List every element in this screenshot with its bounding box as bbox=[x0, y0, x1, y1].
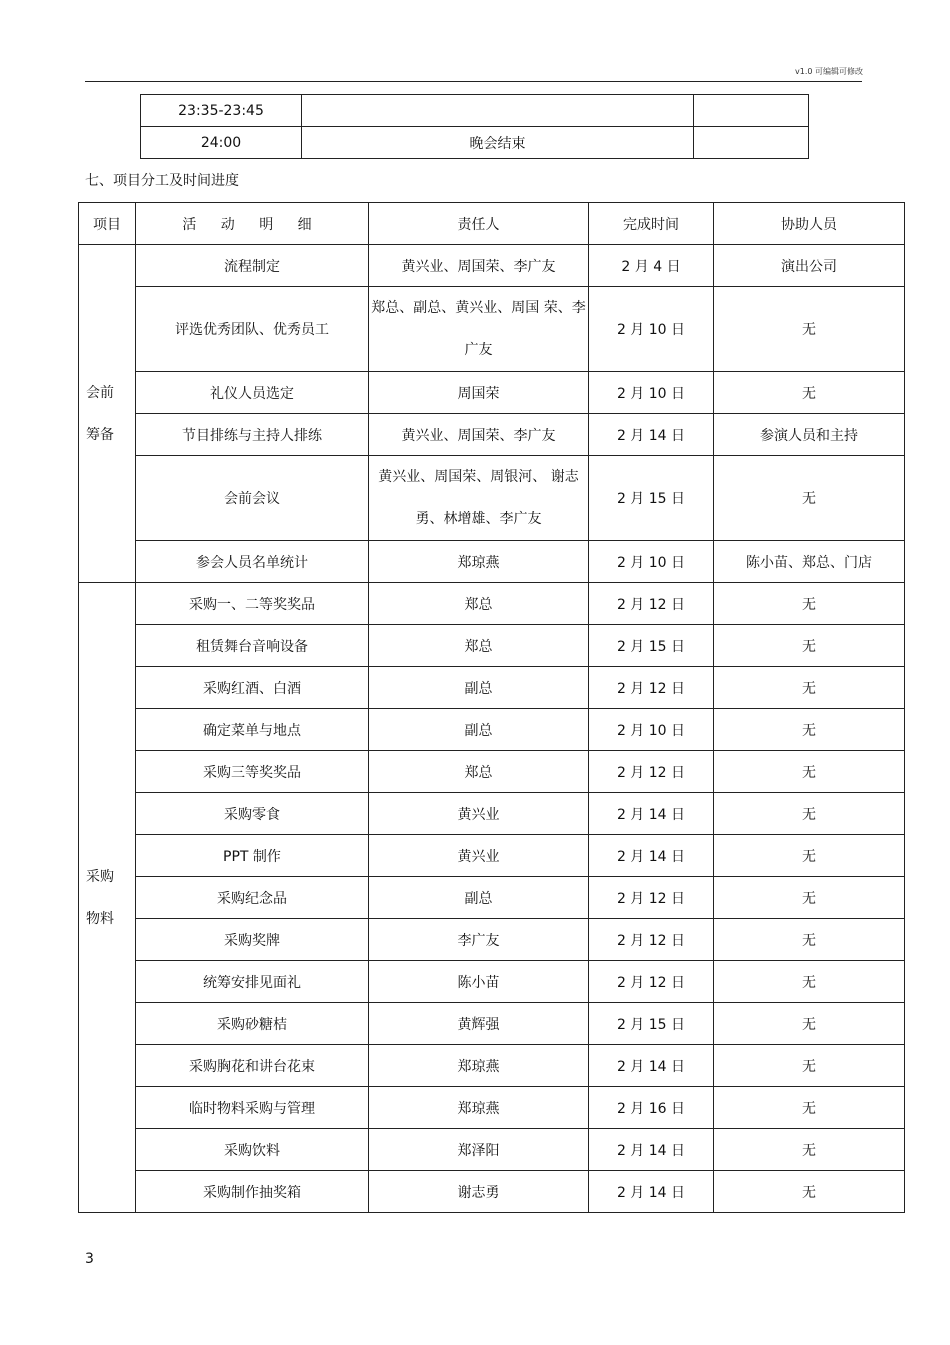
owner-cell: 郑总 bbox=[369, 583, 589, 625]
deadline-cell: 2 月 15 日 bbox=[589, 1003, 714, 1045]
group-label-purchase bbox=[79, 583, 136, 1213]
deadline-cell: 2 月 10 日 bbox=[589, 287, 714, 372]
activity-cell: 临时物料采购与管理 bbox=[136, 1087, 369, 1129]
group-label-line: 采购 bbox=[86, 868, 114, 885]
owner-cell: 黄兴业 bbox=[369, 835, 589, 877]
schedule-item: 晚会结束 bbox=[302, 127, 694, 159]
task-table bbox=[78, 202, 905, 1213]
deadline-cell: 2 月 12 日 bbox=[589, 877, 714, 919]
table-row bbox=[79, 709, 905, 751]
section-title: 七、项目分工及时间进度 bbox=[85, 173, 239, 189]
header-activity: 活 动 明 细 bbox=[136, 203, 369, 245]
owner-cell: 黄兴业、周国荣、李广友 bbox=[369, 414, 589, 456]
owner-cell: 郑泽阳 bbox=[369, 1129, 589, 1171]
owner-cell: 郑总 bbox=[369, 625, 589, 667]
activity-cell: 采购三等奖奖品 bbox=[136, 751, 369, 793]
deadline-cell: 2 月 12 日 bbox=[589, 919, 714, 961]
assistant-cell: 无 bbox=[714, 1087, 905, 1129]
deadline-cell: 2 月 14 日 bbox=[589, 414, 714, 456]
table-row bbox=[79, 372, 905, 414]
deadline-cell: 2 月 12 日 bbox=[589, 583, 714, 625]
table-row bbox=[79, 793, 905, 835]
activity-cell: 会前会议 bbox=[136, 456, 369, 541]
owner-cell: 副总 bbox=[369, 709, 589, 751]
table-row bbox=[79, 1003, 905, 1045]
activity-cell: 节目排练与主持人排练 bbox=[136, 414, 369, 456]
header-version-note: v1.0 可编辑可修改 bbox=[795, 67, 863, 76]
owner-cell: 副总 bbox=[369, 667, 589, 709]
assistant-cell: 无 bbox=[714, 835, 905, 877]
table-row bbox=[79, 583, 905, 625]
deadline-cell: 2 月 14 日 bbox=[589, 1171, 714, 1213]
deadline-cell: 2 月 14 日 bbox=[589, 1129, 714, 1171]
table-row bbox=[79, 456, 905, 541]
deadline-cell: 2 月 15 日 bbox=[589, 625, 714, 667]
table-row bbox=[79, 835, 905, 877]
owner-cell: 郑总、副总、黄兴业、周国 荣、李广友 bbox=[369, 287, 589, 372]
activity-cell: 采购红酒、白酒 bbox=[136, 667, 369, 709]
assistant-cell: 无 bbox=[714, 877, 905, 919]
owner-cell: 黄兴业、周国荣、李广友 bbox=[369, 245, 589, 287]
owner-cell: 黄兴业、周国荣、周银河、 谢志勇、林增雄、李广友 bbox=[369, 456, 589, 541]
deadline-cell: 2 月 12 日 bbox=[589, 667, 714, 709]
schedule-table bbox=[140, 94, 809, 159]
table-row bbox=[79, 961, 905, 1003]
activity-cell: 采购一、二等奖奖品 bbox=[136, 583, 369, 625]
activity-cell: 采购制作抽奖箱 bbox=[136, 1171, 369, 1213]
assistant-cell: 无 bbox=[714, 583, 905, 625]
activity-cell: 采购零食 bbox=[136, 793, 369, 835]
owner-cell: 陈小苗 bbox=[369, 961, 589, 1003]
deadline-cell: 2 月 10 日 bbox=[589, 541, 714, 583]
activity-cell: 采购纪念品 bbox=[136, 877, 369, 919]
group-label-prep bbox=[79, 245, 136, 583]
header-project: 项目 bbox=[79, 203, 136, 245]
owner-cell: 周国荣 bbox=[369, 372, 589, 414]
table-row bbox=[79, 1087, 905, 1129]
table-row bbox=[79, 287, 905, 372]
activity-cell: 采购饮料 bbox=[136, 1129, 369, 1171]
deadline-cell: 2 月 14 日 bbox=[589, 1045, 714, 1087]
activity-cell: 采购胸花和讲台花束 bbox=[136, 1045, 369, 1087]
owner-cell: 郑总 bbox=[369, 751, 589, 793]
assistant-cell: 无 bbox=[714, 1129, 905, 1171]
table-row bbox=[79, 667, 905, 709]
schedule-note bbox=[694, 95, 809, 127]
table-row bbox=[79, 751, 905, 793]
header-owner: 责任人 bbox=[369, 203, 589, 245]
owner-cell: 郑琼燕 bbox=[369, 541, 589, 583]
assistant-cell: 无 bbox=[714, 751, 905, 793]
activity-cell: 采购砂糖桔 bbox=[136, 1003, 369, 1045]
deadline-cell: 2 月 14 日 bbox=[589, 835, 714, 877]
assistant-cell: 陈小苗、郑总、门店 bbox=[714, 541, 905, 583]
deadline-cell: 2 月 10 日 bbox=[589, 372, 714, 414]
assistant-cell: 无 bbox=[714, 625, 905, 667]
assistant-cell: 无 bbox=[714, 1045, 905, 1087]
schedule-item bbox=[302, 95, 694, 127]
assistant-cell: 无 bbox=[714, 287, 905, 372]
assistant-cell: 无 bbox=[714, 456, 905, 541]
activity-cell: 采购奖牌 bbox=[136, 919, 369, 961]
activity-cell: PPT 制作 bbox=[136, 835, 369, 877]
assistant-cell: 无 bbox=[714, 709, 905, 751]
table-header-row bbox=[79, 203, 905, 245]
assistant-cell: 无 bbox=[714, 919, 905, 961]
table-row bbox=[79, 625, 905, 667]
activity-cell: 参会人员名单统计 bbox=[136, 541, 369, 583]
owner-cell: 副总 bbox=[369, 877, 589, 919]
owner-cell: 黄辉强 bbox=[369, 1003, 589, 1045]
assistant-cell: 无 bbox=[714, 372, 905, 414]
schedule-time: 23:35-23:45 bbox=[141, 95, 302, 127]
owner-cell: 黄兴业 bbox=[369, 793, 589, 835]
deadline-cell: 2 月 10 日 bbox=[589, 709, 714, 751]
activity-cell: 评选优秀团队、优秀员工 bbox=[136, 287, 369, 372]
deadline-cell: 2 月 4 日 bbox=[589, 245, 714, 287]
table-row bbox=[79, 1171, 905, 1213]
assistant-cell: 无 bbox=[714, 961, 905, 1003]
assistant-cell: 参演人员和主持 bbox=[714, 414, 905, 456]
table-row bbox=[79, 877, 905, 919]
table-row bbox=[79, 1129, 905, 1171]
group-label-line: 筹备 bbox=[86, 426, 114, 443]
owner-cell: 谢志勇 bbox=[369, 1171, 589, 1213]
table-row bbox=[79, 245, 905, 287]
assistant-cell: 演出公司 bbox=[714, 245, 905, 287]
schedule-time: 24:00 bbox=[141, 127, 302, 159]
activity-cell: 统筹安排见面礼 bbox=[136, 961, 369, 1003]
deadline-cell: 2 月 16 日 bbox=[589, 1087, 714, 1129]
owner-cell: 李广友 bbox=[369, 919, 589, 961]
activity-cell: 流程制定 bbox=[136, 245, 369, 287]
owner-cell: 郑琼燕 bbox=[369, 1087, 589, 1129]
deadline-cell: 2 月 15 日 bbox=[589, 456, 714, 541]
deadline-cell: 2 月 12 日 bbox=[589, 961, 714, 1003]
group-label-line: 会前 bbox=[86, 384, 114, 401]
table-row bbox=[79, 919, 905, 961]
page-number: 3 bbox=[85, 1251, 94, 1267]
activity-cell: 确定菜单与地点 bbox=[136, 709, 369, 751]
table-row bbox=[79, 414, 905, 456]
assistant-cell: 无 bbox=[714, 1003, 905, 1045]
deadline-cell: 2 月 14 日 bbox=[589, 793, 714, 835]
assistant-cell: 无 bbox=[714, 667, 905, 709]
assistant-cell: 无 bbox=[714, 1171, 905, 1213]
schedule-row bbox=[141, 95, 809, 127]
schedule-row bbox=[141, 127, 809, 159]
header-rule bbox=[85, 81, 862, 82]
activity-cell: 礼仪人员选定 bbox=[136, 372, 369, 414]
header-assistant: 协助人员 bbox=[714, 203, 905, 245]
table-row bbox=[79, 541, 905, 583]
schedule-note bbox=[694, 127, 809, 159]
header-deadline: 完成时间 bbox=[589, 203, 714, 245]
assistant-cell: 无 bbox=[714, 793, 905, 835]
table-row bbox=[79, 1045, 905, 1087]
activity-cell: 租赁舞台音响设备 bbox=[136, 625, 369, 667]
deadline-cell: 2 月 12 日 bbox=[589, 751, 714, 793]
owner-cell: 郑琼燕 bbox=[369, 1045, 589, 1087]
group-label-line: 物料 bbox=[86, 910, 114, 927]
